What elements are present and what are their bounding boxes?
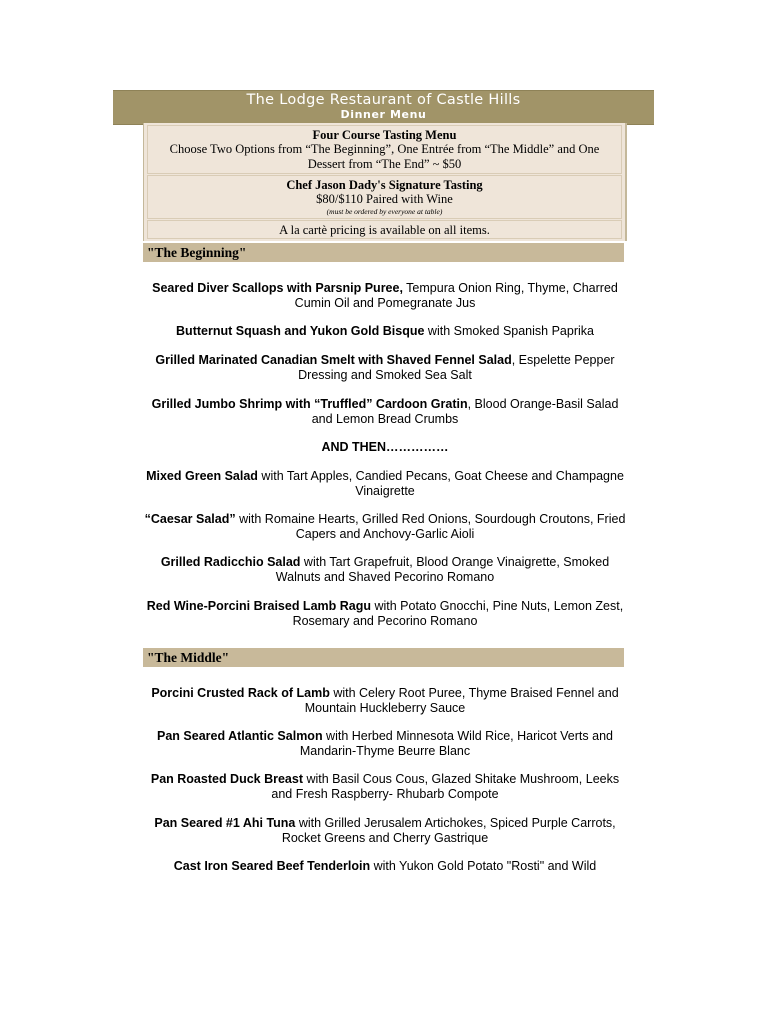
item-desc: with Grilled Jerusalem Artichokes, Spiced Purple Carrots,	[295, 816, 616, 830]
item-name: Grilled Jumbo Shrimp with “Truffled” Cardoon Gratin	[151, 397, 468, 411]
item-desc-cont: Mandarin-Thyme Beurre Blanc	[299, 744, 471, 758]
section-beginning-heading: "The Beginning"	[143, 243, 624, 262]
menu-subtitle: Dinner Menu	[340, 108, 427, 121]
alacarte-note: A la cartè pricing is available on all items.	[279, 223, 490, 237]
item-desc-cont: Capers and Anchovy-Garlic Aioli	[295, 527, 475, 541]
menu-item	[140, 353, 630, 383]
four-course-cell	[147, 125, 622, 174]
item-name: “Caesar Salad”	[144, 512, 236, 526]
chef-tasting-title: Chef Jason Dady's Signature Tasting	[286, 178, 483, 192]
tasting-info-box	[143, 123, 627, 241]
item-desc: with Potato Gnocchi, Pine Nuts, Lemon Zest,	[371, 599, 624, 613]
section-middle-heading: "The Middle"	[143, 648, 624, 667]
and-then-divider	[140, 440, 630, 455]
item-desc-cont: Walnuts and Shaved Pecorino Romano	[275, 570, 495, 584]
menu-item	[140, 555, 630, 585]
chef-tasting-cell	[147, 175, 622, 219]
item-desc: with Tart Apples, Candied Pecans, Goat Cheese and Champagne	[257, 469, 624, 483]
item-desc-cont: Cumin Oil and Pomegranate Jus	[294, 296, 476, 310]
item-desc: , Espelette Pepper	[511, 353, 615, 367]
item-name: Grilled Radicchio Salad	[160, 555, 301, 569]
item-name: Red Wine-Porcini Braised Lamb Ragu	[146, 599, 371, 613]
alacarte-cell	[147, 220, 622, 239]
item-desc-cont: Dressing and Smoked Sea Salt	[298, 368, 472, 382]
menu-item	[140, 281, 630, 311]
item-desc: with Celery Root Puree, Thyme Braised Fennel and	[329, 686, 619, 700]
four-course-title: Four Course Tasting Menu	[312, 128, 457, 142]
item-name: Porcini Crusted Rack of Lamb	[151, 686, 330, 700]
chef-tasting-note: (must be ordered by everyone at table)	[326, 207, 443, 216]
menu-item	[140, 324, 630, 339]
item-name: Seared Diver Scallops with Parsnip Puree,	[152, 281, 403, 295]
item-name: AND THEN……………	[321, 440, 449, 454]
item-desc-cont: Rosemary and Pecorino Romano	[292, 614, 478, 628]
item-name: Cast Iron Seared Beef Tenderloin	[173, 859, 371, 873]
item-name: Pan Roasted Duck Breast	[150, 772, 303, 786]
item-name: Pan Seared Atlantic Salmon	[157, 729, 323, 743]
item-desc-cont: and Lemon Bread Crumbs	[311, 412, 459, 426]
item-name: Butternut Squash and Yukon Gold Bisque	[176, 324, 425, 338]
menu-item	[140, 859, 630, 874]
menu-item	[140, 772, 630, 802]
item-desc: with Romaine Hearts, Grilled Red Onions, Sourdough Croutons, Fried	[235, 512, 626, 526]
menu-item	[140, 469, 630, 499]
restaurant-title: The Lodge Restaurant of Castle Hills	[246, 92, 521, 108]
item-desc: , Blood Orange-Basil Salad	[467, 397, 619, 411]
four-course-line-2: Dessert from “The End” ~ $50	[307, 157, 462, 171]
menu-item	[140, 599, 630, 629]
menu-item	[140, 512, 630, 542]
item-desc: Tempura Onion Ring, Thyme, Charred	[402, 281, 618, 295]
menu-header	[113, 90, 654, 125]
four-course-line-1: Choose Two Options from “The Beginning”, One Entrée from “The Middle” and One	[169, 142, 600, 156]
chef-tasting-price: $80/$110 Paired with Wine	[316, 192, 453, 206]
item-desc: with Yukon Gold Potato "Rosti" and Wild	[370, 859, 597, 873]
item-desc-cont: Vinaigrette	[355, 484, 415, 498]
item-desc-cont: Mountain Huckleberry Sauce	[304, 701, 466, 715]
item-desc-cont: Rocket Greens and Cherry Gastrique	[281, 831, 489, 845]
menu-item	[140, 397, 630, 427]
menu-item	[140, 816, 630, 846]
item-desc: with Smoked Spanish Paprika	[424, 324, 594, 338]
item-name: Pan Seared #1 Ahi Tuna	[154, 816, 296, 830]
item-name: Mixed Green Salad	[146, 469, 258, 483]
item-desc: with Tart Grapefruit, Blood Orange Vinaigrette, Smoked	[300, 555, 610, 569]
item-desc-cont: and Fresh Raspberry- Rhubarb Compote	[271, 787, 499, 801]
item-name: Grilled Marinated Canadian Smelt with Shaved Fennel Salad	[155, 353, 512, 367]
menu-item	[140, 686, 630, 716]
menu-item	[140, 729, 630, 759]
item-desc: with Herbed Minnesota Wild Rice, Haricot Verts and	[322, 729, 613, 743]
item-desc: with Basil Cous Cous, Glazed Shitake Mushroom, Leeks	[303, 772, 620, 786]
